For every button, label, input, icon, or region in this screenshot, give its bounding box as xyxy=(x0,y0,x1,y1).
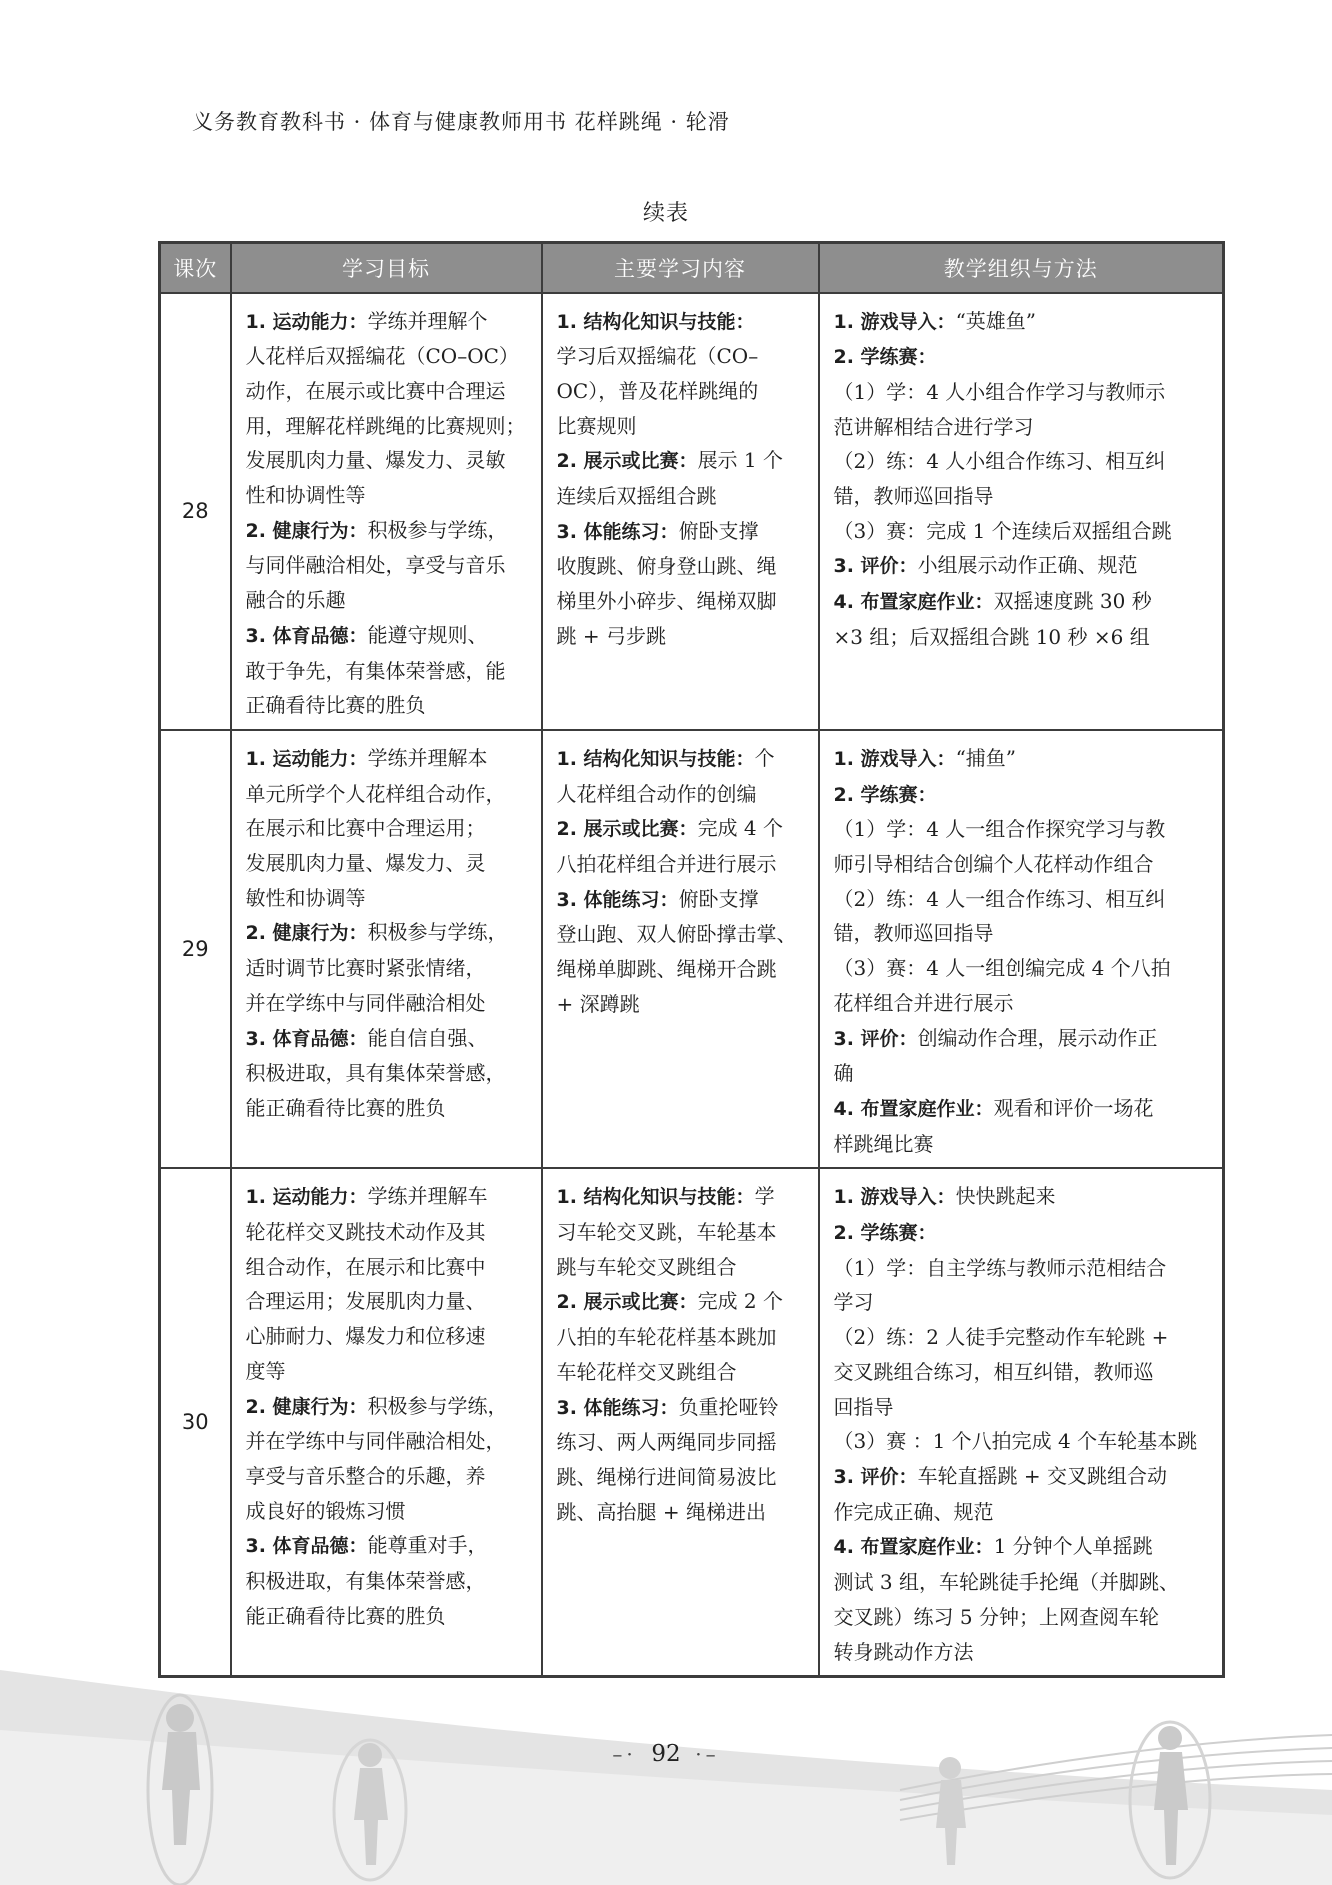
item-text: 学练并理解车 xyxy=(367,1184,488,1209)
cell-line xyxy=(557,584,806,619)
item-text: 融合的乐趣 xyxy=(245,588,346,613)
cell-line xyxy=(246,618,529,654)
item-heading: 4. 布置家庭作业： xyxy=(833,591,994,614)
item-heading: 3. 评价： xyxy=(833,555,918,578)
cell-line xyxy=(246,1599,529,1634)
cell-line xyxy=(246,1354,529,1389)
item-text: 错，教师巡回指导 xyxy=(833,921,994,946)
item-text: 性和协调性等 xyxy=(245,483,366,508)
item-heading: 1. 运动能力： xyxy=(245,1186,368,1209)
cell-line xyxy=(557,1425,806,1460)
item-text: 收腹跳、俯身登山跳、绳 xyxy=(556,554,777,579)
cell-line xyxy=(246,741,529,777)
item-text: 快快跳起来 xyxy=(955,1184,1056,1209)
item-text: 适时调节比赛时紧张情绪， xyxy=(245,956,486,981)
cell-line xyxy=(557,374,806,409)
item-text: 测试 3 组，车轮跳徒手抡绳（并脚跳、 xyxy=(833,1570,1179,1595)
item-text: OC），普及花样跳绳的 xyxy=(556,378,759,403)
cell-line xyxy=(834,741,1211,777)
cell-line xyxy=(834,1459,1211,1495)
item-heading: 3. 体能练习： xyxy=(556,520,679,543)
item-text: 样跳绳比赛 xyxy=(833,1131,934,1156)
item-text: 跳、高抬腿 + 绳梯进出 xyxy=(556,1499,766,1524)
item-text: （2）练：2 人徒手完整动作车轮跳 + xyxy=(833,1325,1169,1350)
cell-line xyxy=(834,847,1211,882)
learning-goals-cell xyxy=(231,730,542,1168)
item-text: 车轮直摇跳 + 交叉跳组合动 xyxy=(917,1464,1168,1488)
item-text: （1）学：4 人一组合作探究学习与教 xyxy=(833,817,1166,842)
learning-goals-cell xyxy=(231,293,542,730)
item-text: 积极进取，具有集体荣誉感， xyxy=(245,1061,506,1086)
item-heading: 3. 体育品德： xyxy=(245,1535,368,1558)
cell-line xyxy=(246,374,529,409)
item-text: 并在学练中与同伴融洽相处 xyxy=(245,990,486,1015)
item-text: 练习、两人两绳同步同摇 xyxy=(556,1430,777,1455)
cell-line xyxy=(246,1215,529,1250)
item-text: 积极参与学练， xyxy=(367,517,508,542)
item-text: 八拍花样组合并进行展示 xyxy=(556,852,777,877)
item-text: 个 xyxy=(754,745,775,770)
cell-line xyxy=(246,1564,529,1599)
cell-line xyxy=(246,1459,529,1494)
cell-line xyxy=(834,1179,1211,1215)
cell-line xyxy=(557,304,806,340)
item-heading: 3. 评价： xyxy=(833,1027,918,1050)
cell-line xyxy=(557,1355,806,1390)
teaching-methods-cell xyxy=(819,1168,1224,1676)
cell-line xyxy=(557,443,806,479)
item-text: 成良好的锻炼习惯 xyxy=(245,1498,406,1523)
lesson-number: 30 xyxy=(160,1168,231,1676)
cell-line xyxy=(834,1529,1211,1565)
running-header: 义务教育教科书 · 体育与健康教师用书 花样跳绳 · 轮滑 xyxy=(192,110,730,134)
cell-line xyxy=(834,1600,1211,1635)
item-text: 负重抡哑铃 xyxy=(678,1394,779,1419)
cell-line xyxy=(557,1284,806,1320)
item-text: “英雄鱼” xyxy=(955,308,1037,333)
cell-line xyxy=(834,777,1211,813)
cell-line xyxy=(834,1285,1211,1320)
item-text: 敢于争先，有集体荣誉感，能 xyxy=(245,658,506,683)
cell-line xyxy=(557,847,806,882)
item-text: 比赛规则 xyxy=(556,413,637,438)
cell-line xyxy=(557,514,806,550)
item-text: ×3 组；后双摇组合跳 10 秒 ×6 组 xyxy=(833,624,1150,649)
lesson-row xyxy=(160,730,1224,1168)
item-text: 与同伴融洽相处，享受与音乐 xyxy=(245,553,506,578)
item-heading: 2. 健康行为： xyxy=(245,519,368,542)
item-heading: 4. 布置家庭作业： xyxy=(833,1536,994,1559)
cell-line xyxy=(246,409,529,444)
cell-line xyxy=(246,777,529,812)
item-heading: 4. 布置家庭作业： xyxy=(833,1097,994,1120)
item-text: 俯卧支撑 xyxy=(678,518,759,543)
cell-line xyxy=(834,514,1211,549)
item-heading: 2. 学练赛： xyxy=(833,1222,937,1245)
cell-line xyxy=(834,620,1211,655)
item-text: “捕鱼” xyxy=(955,745,1017,770)
item-text: 积极参与学练， xyxy=(367,920,508,945)
cell-line xyxy=(834,375,1211,410)
cell-line xyxy=(834,410,1211,445)
learning-content-cell xyxy=(542,730,819,1168)
cell-line xyxy=(834,1355,1211,1390)
item-heading: 1. 运动能力： xyxy=(245,310,368,333)
page-number xyxy=(0,1741,1332,1767)
item-heading: 2. 健康行为： xyxy=(245,1395,368,1418)
item-text: 展示 1 个 xyxy=(697,448,784,473)
item-text: 花样组合并进行展示 xyxy=(833,990,1014,1015)
cell-line xyxy=(557,917,806,952)
cell-line xyxy=(246,304,529,340)
item-text: 度等 xyxy=(245,1358,286,1383)
cell-line xyxy=(834,1127,1211,1162)
item-text: 习车轮交叉跳，车轮基本 xyxy=(556,1220,777,1245)
cell-line xyxy=(246,1424,529,1459)
cell-line xyxy=(834,304,1211,340)
item-heading: 2. 展示或比赛： xyxy=(556,1291,698,1314)
cell-line xyxy=(557,882,806,918)
table-caption: 续表 xyxy=(642,201,689,226)
item-text: 确 xyxy=(833,1061,854,1086)
cell-line xyxy=(834,1251,1211,1286)
cell-line xyxy=(557,741,806,777)
cell-line xyxy=(246,1319,529,1354)
cell-line xyxy=(834,951,1211,986)
cell-line xyxy=(557,1460,806,1495)
cell-line xyxy=(246,846,529,881)
cell-line xyxy=(246,1179,529,1215)
cell-line xyxy=(246,915,529,951)
cell-line xyxy=(834,1021,1211,1057)
item-text: 创编动作合理，展示动作正 xyxy=(917,1025,1158,1050)
item-text: 作完成正确、规范 xyxy=(833,1499,994,1524)
cell-line xyxy=(246,1528,529,1564)
item-text: 梯里外小碎步、绳梯双脚 xyxy=(556,589,777,614)
item-text: 错，教师巡回指导 xyxy=(833,484,994,509)
item-text: + 深蹲跳 xyxy=(556,991,640,1016)
item-heading: 3. 体能练习： xyxy=(556,1396,679,1419)
item-text: 能正确看待比赛的胜负 xyxy=(245,1603,446,1628)
cell-line xyxy=(834,812,1211,847)
cell-line xyxy=(557,952,806,987)
item-text: 单元所学个人花样组合动作， xyxy=(245,781,506,806)
item-text: 学练并理解本 xyxy=(367,745,488,770)
item-text: 跳 + 弓步跳 xyxy=(556,623,666,648)
item-heading: 1. 游戏导入： xyxy=(833,1186,956,1209)
item-text: 范讲解相结合进行学习 xyxy=(833,414,1034,439)
item-text: （2）练：4 人小组合作练习、相互纠 xyxy=(833,449,1166,474)
item-text: 绳梯单脚跳、绳梯开合跳 xyxy=(556,957,777,982)
cell-line xyxy=(834,339,1211,375)
cell-line xyxy=(557,1179,806,1215)
cell-line xyxy=(834,1056,1211,1091)
item-text: 人花样组合动作的创编 xyxy=(556,781,757,806)
item-heading: 3. 评价： xyxy=(833,1466,918,1488)
item-text: 完成 2 个 xyxy=(697,1289,784,1314)
cell-line xyxy=(834,1320,1211,1355)
item-text: 车轮花样交叉跳组合 xyxy=(556,1359,737,1384)
item-text: 合理运用；发展肌肉力量、 xyxy=(245,1289,486,1314)
item-text: 双摇速度跳 30 秒 xyxy=(993,589,1152,614)
cell-line xyxy=(246,583,529,618)
page-mark-left: –· xyxy=(612,1742,637,1766)
cell-line xyxy=(834,1495,1211,1530)
item-text: 动作，在展示或比赛中合理运 xyxy=(245,378,506,403)
cell-line xyxy=(834,1565,1211,1600)
item-text: 1 分钟个人单摇跳 xyxy=(993,1534,1153,1559)
cell-line xyxy=(246,548,529,583)
page-mark-right: ·– xyxy=(695,1742,720,1766)
item-text: 登山跑、双人俯卧撑击掌、 xyxy=(556,922,797,947)
cell-line xyxy=(246,881,529,916)
item-text: （3）赛：4 人一组创编完成 4 个八拍 xyxy=(833,956,1171,981)
item-text: 连续后双摇组合跳 xyxy=(556,484,717,509)
item-heading: 1. 结构化知识与技能： xyxy=(556,747,755,770)
item-text: 观看和评价一场花 xyxy=(993,1095,1154,1120)
cell-line xyxy=(246,1091,529,1126)
item-text: 轮花样交叉跳技术动作及其 xyxy=(245,1220,486,1245)
teaching-methods-cell xyxy=(819,293,1224,730)
item-text: 小组展示动作正确、规范 xyxy=(917,553,1138,578)
cell-line xyxy=(246,654,529,689)
item-text: 交叉跳组合练习，相互纠错，教师巡 xyxy=(833,1359,1154,1384)
cell-line xyxy=(246,339,529,374)
cell-line xyxy=(246,688,529,723)
cell-line xyxy=(246,1021,529,1057)
item-text: 八拍的车轮花样基本跳加 xyxy=(556,1325,777,1350)
item-text: 积极进取，有集体荣誉感， xyxy=(245,1569,486,1594)
item-text: 转身跳动作方法 xyxy=(833,1639,974,1664)
cell-line xyxy=(246,1250,529,1285)
item-heading: 1. 运动能力： xyxy=(245,747,368,770)
table-header-row xyxy=(160,243,1224,293)
item-text: 学 xyxy=(754,1184,775,1209)
lesson-row xyxy=(160,1168,1224,1676)
item-heading: 2. 展示或比赛： xyxy=(556,818,698,841)
cell-line xyxy=(557,1320,806,1355)
cell-line xyxy=(557,1215,806,1250)
cell-line xyxy=(834,1091,1211,1127)
column-header-goals: 学习目标 xyxy=(231,243,542,293)
cell-line xyxy=(246,443,529,478)
item-text: 发展肌肉力量、爆发力、灵敏 xyxy=(245,448,506,473)
cell-line xyxy=(246,478,529,513)
item-text: 并在学练中与同伴融洽相处， xyxy=(245,1429,506,1454)
item-text: 敏性和协调等 xyxy=(245,885,366,910)
cell-line xyxy=(246,513,529,549)
cell-line xyxy=(246,1389,529,1425)
item-text: 积极参与学练， xyxy=(367,1393,508,1418)
cell-line xyxy=(834,1215,1211,1251)
cell-line xyxy=(557,409,806,444)
lesson-number: 28 xyxy=(160,293,231,730)
lesson-number: 29 xyxy=(160,730,231,1168)
cell-line xyxy=(246,1284,529,1319)
item-text: 组合动作，在展示和比赛中 xyxy=(245,1254,486,1279)
lesson-plan-table xyxy=(158,241,1225,1678)
item-heading: 2. 展示或比赛： xyxy=(556,450,698,473)
learning-goals-cell xyxy=(231,1168,542,1676)
item-text: 跳、绳梯行进间简易波比 xyxy=(556,1465,777,1489)
item-text: 能自信自强、 xyxy=(367,1025,488,1050)
item-text: 享受与音乐整合的乐趣，养 xyxy=(245,1464,486,1488)
item-heading: 3. 体育品德： xyxy=(245,624,368,647)
item-text: 回指导 xyxy=(833,1394,894,1419)
cell-line xyxy=(557,549,806,584)
cell-line xyxy=(834,916,1211,951)
item-heading: 1. 游戏导入： xyxy=(833,310,956,333)
item-text: 师引导相结合创编个人花样动作组合 xyxy=(833,852,1154,877)
cell-line xyxy=(834,479,1211,514)
item-text: 用，理解花样跳绳的比赛规则； xyxy=(245,413,526,438)
cell-line xyxy=(557,1250,806,1285)
item-text: 在展示和比赛中合理运用； xyxy=(245,816,486,841)
column-header-lesson: 课次 xyxy=(160,243,231,293)
item-text: （3）赛：完成 1 个连续后双摇组合跳 xyxy=(833,518,1172,543)
item-heading: 1. 结构化知识与技能： xyxy=(556,1186,755,1209)
item-heading: 1. 游戏导入： xyxy=(833,747,956,770)
cell-line xyxy=(246,811,529,846)
cell-line xyxy=(557,1390,806,1426)
lesson-row xyxy=(160,293,1224,730)
cell-line xyxy=(557,339,806,374)
item-heading: 2. 学练赛： xyxy=(833,783,937,806)
cell-line xyxy=(834,444,1211,479)
item-text: 跳与车轮交叉跳组合 xyxy=(556,1254,737,1279)
cell-line xyxy=(834,548,1211,584)
item-text: 发展肌肉力量、爆发力、灵 xyxy=(245,851,486,876)
item-text: （1）学：4 人小组合作学习与教师示 xyxy=(833,379,1166,404)
teaching-methods-cell xyxy=(819,730,1224,1168)
cell-line xyxy=(834,1424,1211,1459)
item-text: 俯卧支撑 xyxy=(678,886,759,911)
learning-content-cell xyxy=(542,1168,819,1676)
item-heading: 2. 健康行为： xyxy=(245,922,368,945)
learning-content-cell xyxy=(542,293,819,730)
item-text: （2）练：4 人一组合作练习、相互纠 xyxy=(833,886,1166,911)
cell-line xyxy=(246,986,529,1021)
cell-line xyxy=(834,1390,1211,1425)
item-text: 学练并理解个 xyxy=(367,308,488,333)
item-text: 交叉跳）练习 5 分钟；上网查阅车轮 xyxy=(833,1604,1159,1629)
cell-line xyxy=(557,619,806,654)
cell-line xyxy=(557,987,806,1022)
cell-line xyxy=(557,479,806,514)
item-text: 学习后双摇编花（CO– xyxy=(556,344,759,369)
item-text: 完成 4 个 xyxy=(697,816,784,841)
item-text: 能正确看待比赛的胜负 xyxy=(245,1095,446,1120)
cell-line xyxy=(557,811,806,847)
cell-line xyxy=(834,986,1211,1021)
item-text: 正确看待比赛的胜负 xyxy=(245,693,426,718)
cell-line xyxy=(557,777,806,812)
item-heading: 1. 结构化知识与技能： xyxy=(556,310,755,333)
item-heading: 3. 体育品德： xyxy=(245,1027,368,1050)
cell-line xyxy=(834,584,1211,620)
cell-line xyxy=(557,1495,806,1530)
item-text: 学习 xyxy=(833,1290,874,1315)
cell-line xyxy=(246,1494,529,1529)
cell-line xyxy=(246,951,529,986)
item-heading: 3. 体能练习： xyxy=(556,888,679,911)
item-text: 心肺耐力、爆发力和位移速 xyxy=(245,1324,486,1349)
item-text: （1）学：自主学练与教师示范相结合 xyxy=(833,1255,1167,1280)
item-text: （3）赛 ：1 个八拍完成 4 个车轮基本跳 xyxy=(833,1429,1198,1454)
column-header-content: 主要学习内容 xyxy=(542,243,819,293)
column-header-methods: 教学组织与方法 xyxy=(819,243,1224,293)
cell-line xyxy=(834,882,1211,917)
page-number-value: 92 xyxy=(651,1741,681,1767)
item-heading: 2. 学练赛： xyxy=(833,346,937,369)
item-text: 能尊重对手， xyxy=(367,1533,488,1558)
cell-line xyxy=(246,1056,529,1091)
item-text: 人花样后双摇编花（CO–OC） xyxy=(245,344,519,369)
item-text: 能遵守规则、 xyxy=(367,622,488,647)
